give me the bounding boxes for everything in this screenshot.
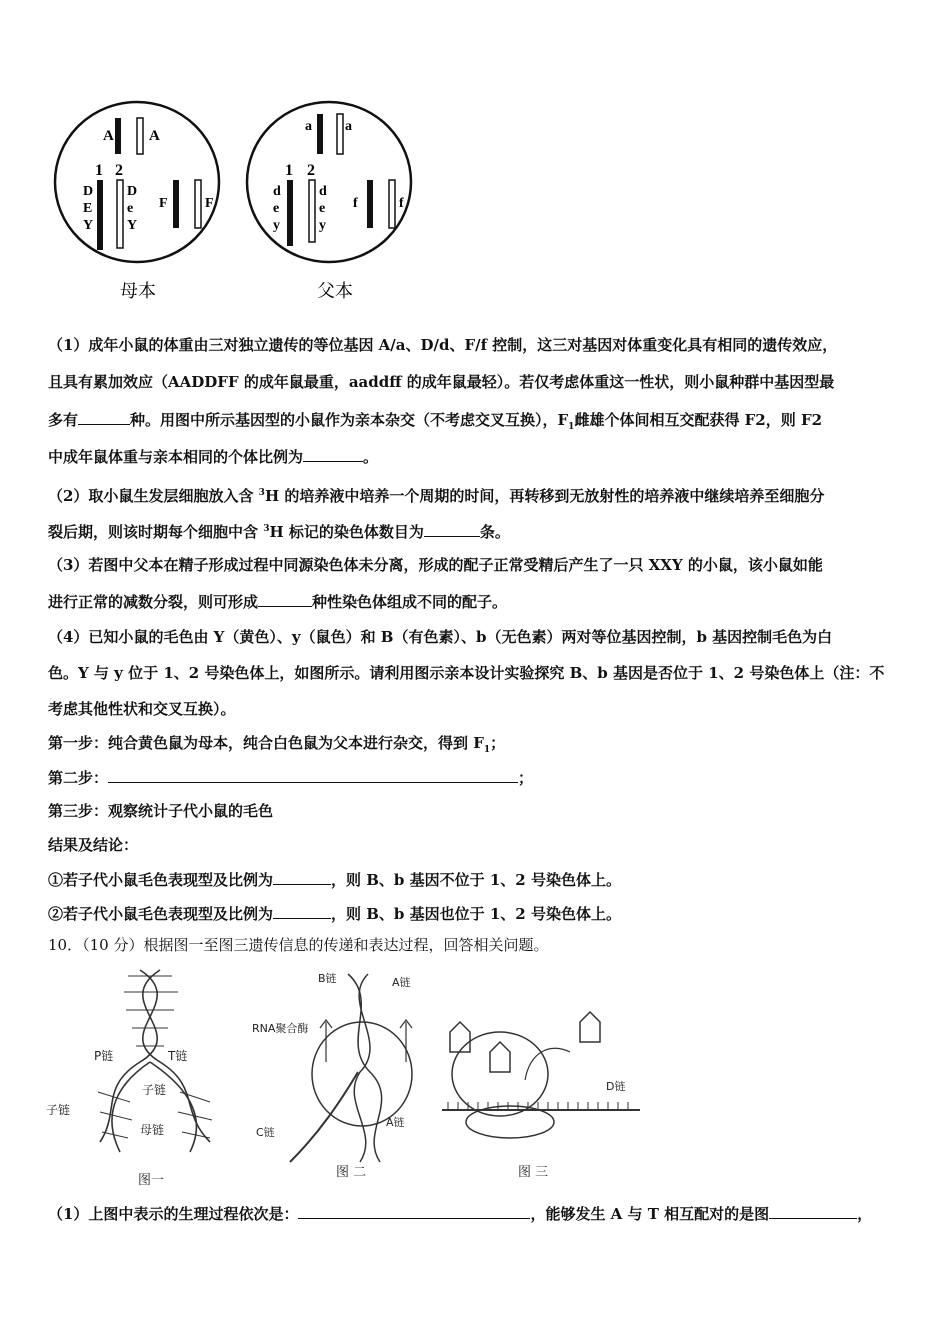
label-c-chain: C链 bbox=[256, 1126, 275, 1139]
q9-step2-b: ； bbox=[518, 769, 534, 787]
label-daughter-chain-left: 子链 bbox=[46, 1103, 71, 1117]
q9-p1-line3 bbox=[48, 408, 910, 438]
mother-num1: 1 bbox=[95, 162, 103, 179]
q9-p2-line1-a: （2）取小鼠生发层细胞放入含 bbox=[48, 487, 259, 505]
q9-p2-line2-b: H 标记的染色体数目为 bbox=[269, 523, 424, 541]
q10-title: 10．（10 分）根据图一至图三遗传信息的传递和表达过程，回答相关问题。 bbox=[48, 936, 549, 954]
q9-result-heading: 结果及结论： bbox=[48, 836, 139, 854]
parent-chromosome-figure bbox=[45, 100, 465, 315]
figure3-translation bbox=[442, 1012, 640, 1138]
q9-p1-line3-c: 雌雄个体间相互交配获得 F2，则 F2 bbox=[574, 411, 823, 429]
q9-step2-a: 第二步： bbox=[48, 769, 109, 787]
label-p-chain: P链 bbox=[94, 1049, 114, 1063]
answer-blank-result1[interactable] bbox=[273, 868, 331, 885]
father-top-left-allele: a bbox=[305, 119, 312, 134]
label-a-chain-top: A链 bbox=[392, 976, 411, 989]
q10-part1-a: （1）上图中表示的生理过程依次是： bbox=[48, 1205, 299, 1223]
father-num1: 1 bbox=[285, 162, 293, 179]
mother-c1-gene1: D bbox=[83, 184, 94, 199]
father-num2: 2 bbox=[307, 162, 315, 179]
q9-result2-a: ②若子代小鼠毛色表现型及比例为 bbox=[48, 905, 274, 923]
father-f-left: f bbox=[353, 196, 358, 211]
q9-step1-sub: 1 bbox=[483, 745, 491, 755]
mother-label: 母本 bbox=[120, 281, 156, 302]
q9-step1-b: ； bbox=[490, 734, 506, 752]
mother-f-right: F bbox=[205, 196, 214, 211]
answer-blank-processes[interactable] bbox=[298, 1202, 530, 1219]
father-c1-gene1: d bbox=[273, 184, 281, 199]
label-d-chain: D链 bbox=[606, 1080, 626, 1093]
father-top-right-allele: a bbox=[345, 119, 352, 134]
q9-p3-line2-b: 种性染色体组成不同的配子。 bbox=[312, 593, 508, 611]
father-label: 父本 bbox=[317, 281, 353, 302]
q9-result1 bbox=[48, 868, 910, 891]
q10-part1 bbox=[48, 1202, 910, 1225]
mother-c2-gene1: D bbox=[127, 184, 138, 199]
father-c1-gene3: y bbox=[273, 218, 280, 233]
q9-p1-line1: （1）成年小鼠的体重由三对独立遗传的等位基因 A/a、D/d、F/f 控制，这三对基因对体重变化具有相同的遗传效应， bbox=[48, 336, 838, 354]
q9-p3-line2-a: 进行正常的减数分裂，则可形成 bbox=[48, 593, 259, 611]
answer-blank-step2[interactable] bbox=[108, 766, 518, 783]
gene-expression-figure bbox=[40, 962, 680, 1192]
label-b-chain: B链 bbox=[318, 972, 337, 985]
q9-p4-line3: 考虑其他性状和交叉互换）。 bbox=[48, 700, 236, 718]
father-f-right: f bbox=[399, 196, 404, 211]
q9-step2 bbox=[48, 766, 910, 789]
father-c1-gene2: e bbox=[273, 201, 280, 216]
mother-c2-gene2: e bbox=[127, 201, 134, 216]
figure3-caption: 图 三 bbox=[518, 1165, 549, 1180]
mother-top-right-allele: A bbox=[149, 128, 160, 144]
answer-blank-chromosome-count[interactable] bbox=[424, 520, 480, 537]
q9-result2-b: ，则 B、b 基因也位于 1、2 号染色体上。 bbox=[331, 905, 621, 923]
q9-p2-line2-a: 裂后期，则该时期每个细胞中含 bbox=[48, 523, 264, 541]
q9-p1-line2: 且具有累加效应（AADDFF 的成年鼠最重，aaddff 的成年鼠最轻）。若仅考虑体重这一性状，则小鼠种群中基因型最 bbox=[48, 373, 835, 391]
q10-part1-c: ， bbox=[857, 1205, 873, 1223]
answer-blank-figure[interactable] bbox=[769, 1202, 857, 1219]
q9-step1 bbox=[48, 732, 910, 761]
label-t-chain: T链 bbox=[168, 1049, 188, 1063]
figure2-transcription bbox=[290, 974, 412, 1162]
father-c2-gene2: e bbox=[319, 201, 326, 216]
father-cell bbox=[247, 102, 411, 262]
label-a-chain-bottom: A链 bbox=[386, 1116, 405, 1129]
mother-num2: 2 bbox=[115, 162, 123, 179]
q9-p4-line2: 色。Y 与 y 位于 1、2 号染色体上，如图所示。请利用图示亲本设计实验探究 B、b 基因是否位于 1、2 号染色体上（注：不 bbox=[48, 664, 885, 682]
answer-blank-result2[interactable] bbox=[273, 902, 331, 919]
q9-p4-line1: （4）已知小鼠的毛色由 Y（黄色）、y（鼠色）和 B（有色素）、b（无色素）两对等位基因控制，b 基因控制毛色为白 bbox=[48, 628, 833, 646]
answer-blank-genotypes[interactable] bbox=[78, 408, 130, 425]
q9-p1-line3-a: 多有 bbox=[48, 411, 79, 429]
q9-p2-sup2: 3 bbox=[263, 524, 270, 534]
figure2-caption: 图 二 bbox=[336, 1165, 367, 1180]
q9-p1-line4-a: 中成年鼠体重与亲本相同的个体比例为 bbox=[48, 448, 304, 466]
q10-part1-b: ，能够发生 A 与 T 相互配对的是图 bbox=[530, 1205, 770, 1223]
father-c2-gene3: y bbox=[319, 218, 326, 233]
mother-c1-gene2: E bbox=[83, 201, 93, 216]
q9-result1-b: ，则 B、b 基因不位于 1、2 号染色体上。 bbox=[331, 871, 621, 889]
q9-p1-line3-b: 种。用图中所示基因型的小鼠作为亲本杂交（不考虑交叉互换），F bbox=[130, 411, 569, 429]
mother-f-left: F bbox=[159, 196, 168, 211]
mother-c2-gene3: Y bbox=[127, 218, 138, 233]
q9-result2 bbox=[48, 902, 910, 925]
q9-p3-line1: （3）若图中父本在精子形成过程中同源染色体未分离，形成的配子正常受精后产生了一只 XXY 的小鼠，该小鼠如能 bbox=[48, 556, 823, 574]
label-rna-polymerase: RNA聚合酶 bbox=[252, 1022, 309, 1035]
q9-p2-line1-b: H 的培养液中培养一个周期的时间，再转移到无放射性的培养液中继续培养至细胞分 bbox=[264, 487, 825, 505]
label-daughter-chain-center: 子链 bbox=[142, 1083, 167, 1097]
mother-c1-gene3: Y bbox=[83, 218, 94, 233]
q9-result1-a: ①若子代小鼠毛色表现型及比例为 bbox=[48, 871, 274, 889]
q9-p2-line2-c: 条。 bbox=[479, 523, 510, 541]
figure1-caption: 图一 bbox=[138, 1173, 165, 1188]
answer-blank-gamete-types[interactable] bbox=[258, 590, 312, 607]
q9-p2-line1 bbox=[48, 482, 910, 507]
q9-p2-line2 bbox=[48, 518, 910, 543]
q9-p1-line4 bbox=[48, 445, 910, 468]
answer-blank-ratio[interactable] bbox=[303, 445, 363, 462]
father-c2-gene1: d bbox=[319, 184, 327, 199]
q9-p2-sup1: 3 bbox=[258, 488, 265, 498]
q9-step3: 第三步：观察统计子代小鼠的毛色 bbox=[48, 802, 274, 820]
q9-step1-a: 第一步：纯合黄色鼠为母本，纯合白色鼠为父本进行杂交，得到 F bbox=[48, 734, 484, 752]
q9-p1-line4-b: 。 bbox=[363, 448, 379, 466]
q9-f1-sub: 1 bbox=[568, 422, 575, 432]
q9-p3-line2 bbox=[48, 590, 910, 613]
mother-top-left-allele: A bbox=[103, 128, 114, 144]
label-mother-chain: 母链 bbox=[140, 1123, 165, 1137]
